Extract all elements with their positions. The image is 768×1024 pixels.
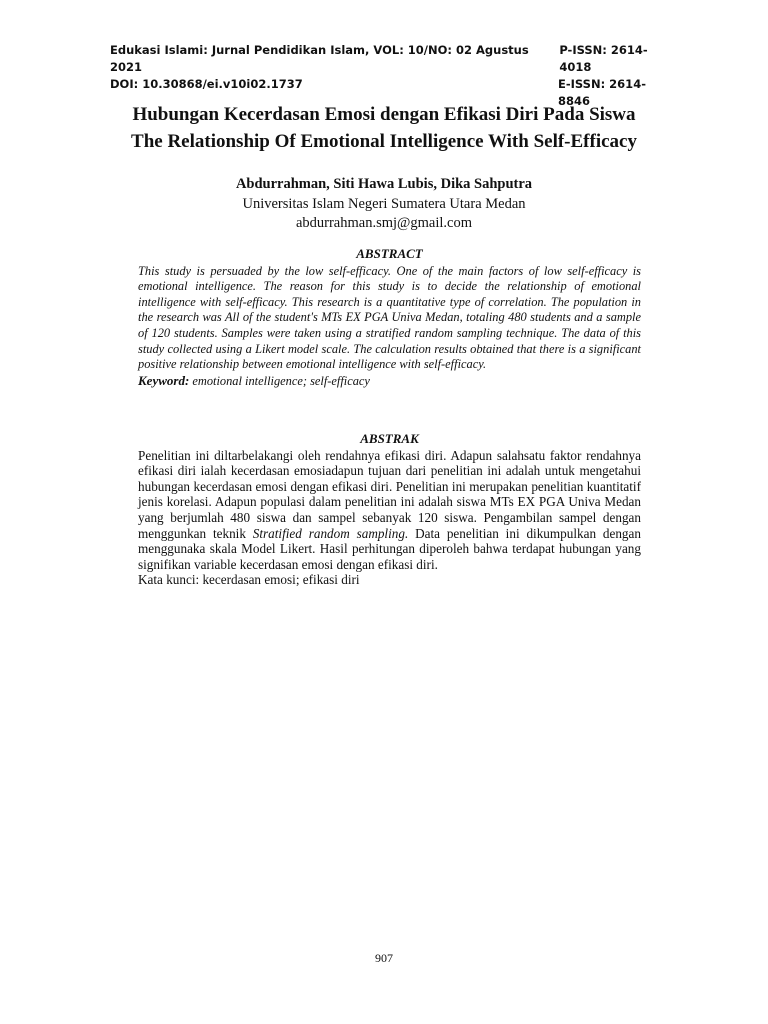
abstrak-italic-term: Stratified random sampling.: [252, 525, 409, 541]
author-block: [0, 175, 768, 234]
title-english: The Relationship Of Emotional Intelligence With Self-Efficacy: [131, 131, 637, 152]
abstract-heading: ABSTRACT: [356, 246, 423, 261]
abstrak-heading: ABSTRAK: [360, 431, 419, 446]
p-issn: P-ISSN: 2614-4018: [559, 43, 648, 74]
abstract-indonesian: [138, 431, 641, 588]
title-indonesian: Hubungan Kecerdasan Emosi dengan Efikasi Diri Pada Siswa: [132, 104, 636, 125]
page-number: 907: [375, 951, 393, 965]
abstract-english: [138, 246, 641, 389]
journal-citation: Edukasi Islami: Jurnal Pendidikan Islam, VOL: 10/NO: 02 Agustus 2021: [110, 43, 529, 74]
author-names: Abdurrahman, Siti Hawa Lubis, Dika Sahputra: [235, 176, 533, 192]
header-row-1: [110, 42, 670, 76]
author-affiliation: Universitas Islam Negeri Sumatera Utara Medan: [242, 195, 526, 212]
doi: DOI: 10.30868/ei.v10i02.1737: [110, 77, 303, 91]
keywords-text: emotional intelligence; self-efficacy: [192, 373, 370, 388]
abstrak-text-part-1: Penelitian ini diltarbelakangi oleh rendahnya efikasi diri. Adapun salahsatu faktor rendahnya efikasi diri ialah kecerdasan emosiadapun tujuan dari penelitian ini adalah untuk mengetahui hubungan kecerdasan emosi dengan efikasi diri. Penelitian ini merupakan penelitian kuantitatif jenis korelasi. Adapun populasi dalam penelitian ini adalah siswa MTs EX PGA Univa Medan yang berjumlah 480 siswa dan sampel sebanyak 120 siswa. Pengambilan sampel dengan menggunkan teknik: [138, 447, 641, 541]
abstrak-body: [138, 448, 641, 573]
abstract-body: This study is persuaded by the low self-efficacy. One of the main factors of low self-efficacy is emotional intelligence. The reason for this study is to decide the relationship of emotional intelligence with self-efficacy. This research is a quantitative type of correlation. The population in the research was All of the student's MTs EX PGA Univa Medan, totaling 480 students and a sample of 120 students. Samples were taken using a stratified random sampling technique. The data of this study collected using a Likert model scale. The calculation results obtained that there is a significant positive relationship between emotional intelligence with self-efficacy.: [138, 263, 641, 372]
e-issn: E-ISSN: 2614-8846: [558, 77, 646, 108]
abstrak-text-part-2: Data penelitian ini dikumpulkan dengan menggunaka skala Model Likert. Hasil perhitungan diperoleh bahwa terdapat hubungan yang signifikan variable kecerdasan emosi dengan efikasi diri.: [138, 525, 641, 572]
paper-titles: [0, 101, 768, 155]
keywords-line: [138, 373, 641, 390]
author-email: abdurrahman.smj@gmail.com: [295, 215, 473, 231]
journal-header: [110, 42, 670, 110]
keywords-label: Keyword:: [138, 372, 190, 388]
kata-kunci-line: Kata kunci: kecerdasan emosi; efikasi diri: [138, 572, 360, 588]
